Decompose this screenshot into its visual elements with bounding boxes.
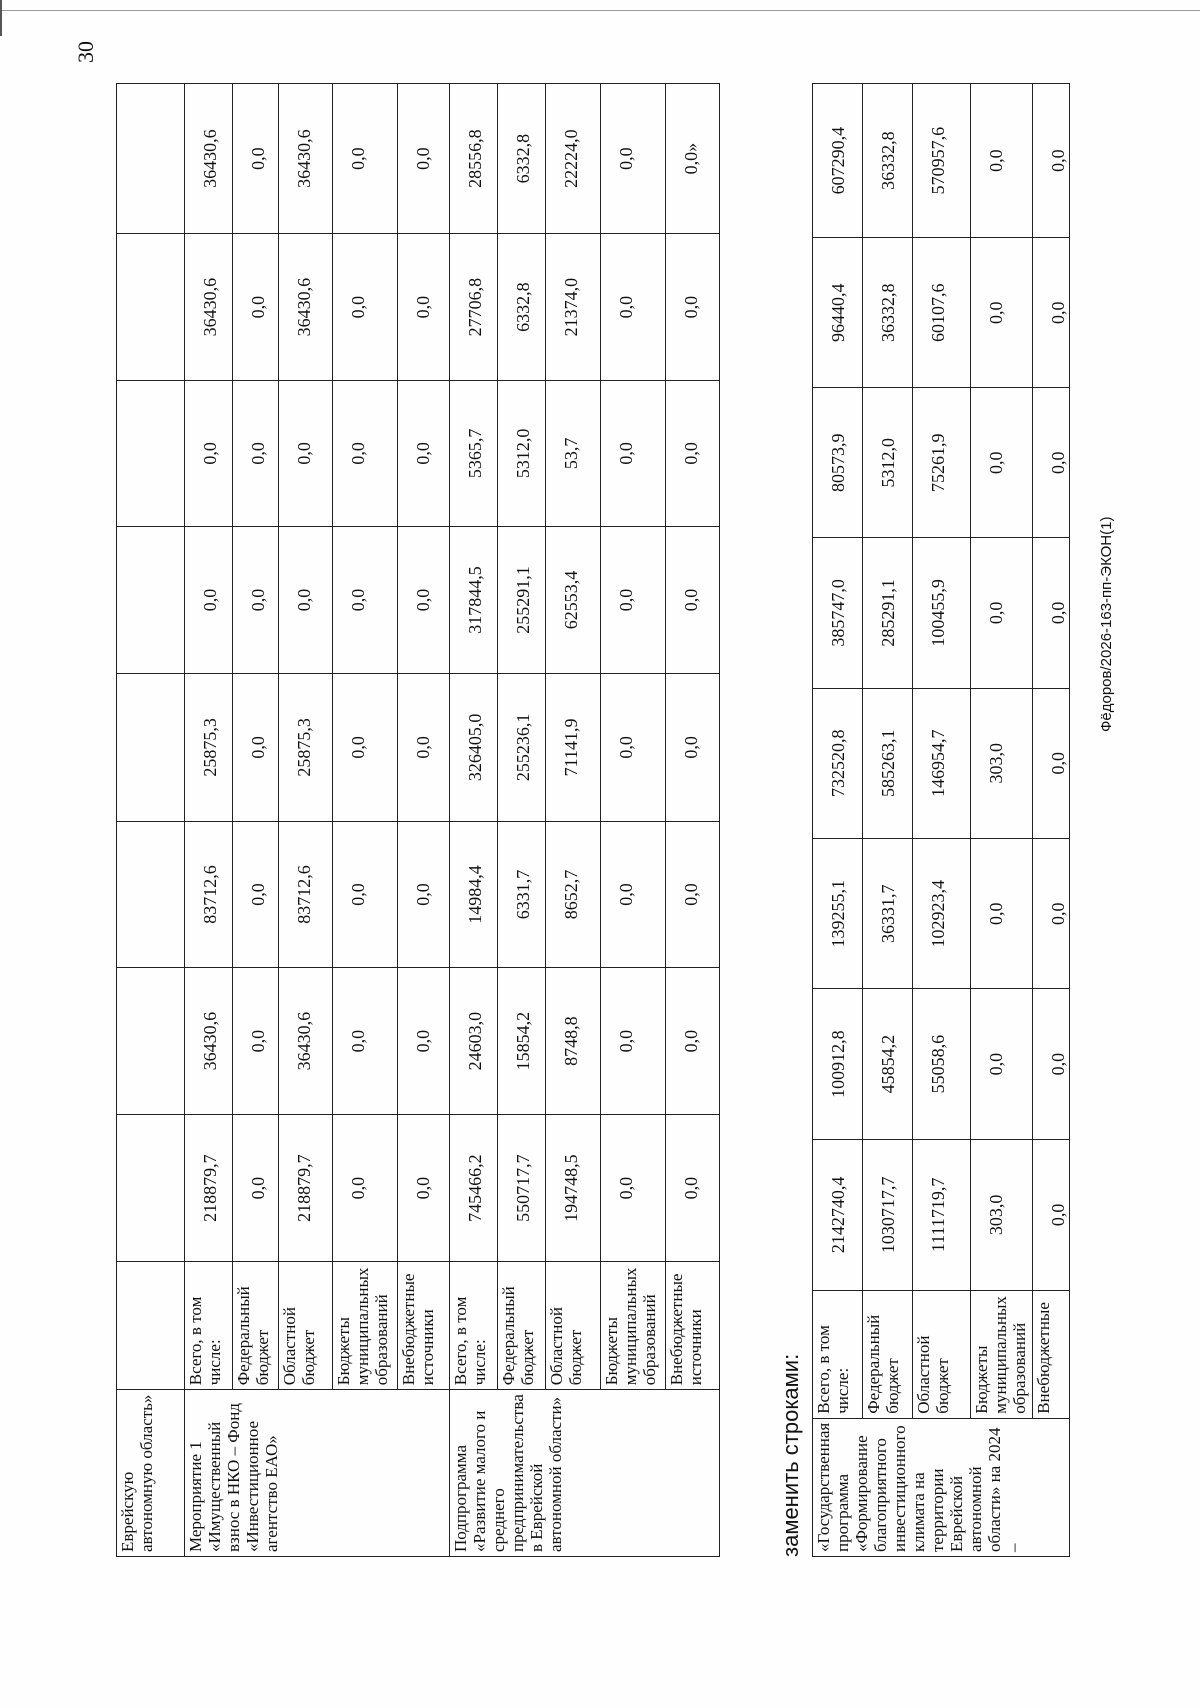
value-cell: 15854,2: [498, 968, 546, 1115]
funding-source-cell: Всего, в том числе:: [185, 1262, 233, 1390]
value-cell: 255291,1: [498, 526, 546, 673]
funding-source-cell: Бюджеты муниципальных образований: [601, 1262, 666, 1390]
value-cell: 36430,6: [279, 84, 333, 234]
value-cell: 55058,6: [913, 989, 971, 1139]
value-cell: 326405,0: [450, 674, 498, 821]
value-cell: 0,0: [971, 839, 1033, 989]
value-cell: 75261,9: [913, 388, 971, 538]
value-cell: 0,0: [333, 821, 398, 968]
value-cell: 62553,4: [546, 526, 601, 673]
row-title-cell: «Государственная программа «Формирование благоприятного инвестиционного климата на территории Еврейской автономной области» на 2024 –: [813, 1418, 1070, 1556]
value-cell: 36332,8: [863, 84, 913, 238]
value-cell: 0,0: [1033, 688, 1070, 838]
value-cell: 27706,8: [450, 234, 498, 381]
value-cell: [117, 674, 185, 821]
table-row: [450, 84, 498, 1557]
value-cell: 0,0: [279, 526, 333, 673]
row-title-cell: Еврейскую автономную область»: [117, 1390, 185, 1557]
value-cell: 745466,2: [450, 1114, 498, 1261]
value-cell: 0,0: [971, 84, 1033, 238]
value-cell: 732520,8: [813, 688, 863, 838]
funding-source-cell: Внебюджетные источники: [666, 1262, 720, 1390]
value-cell: 0,0: [233, 1114, 279, 1261]
value-cell: 0,0: [333, 526, 398, 673]
value-cell: 0,0: [666, 1114, 720, 1261]
value-cell: 0,0: [279, 380, 333, 526]
value-cell: 0,0: [233, 526, 279, 673]
value-cell: 0,0: [398, 234, 450, 381]
value-cell: 0,0: [333, 968, 398, 1115]
value-cell: 0,0: [233, 234, 279, 381]
table-row: [813, 84, 863, 1557]
table-row: [971, 84, 1033, 1557]
value-cell: 0,0: [333, 380, 398, 526]
value-cell: 0,0: [601, 380, 666, 526]
value-cell: 0,0: [666, 821, 720, 968]
value-cell: 24603,0: [450, 968, 498, 1115]
value-cell: 96440,4: [813, 238, 863, 388]
value-cell: 0,0: [398, 1114, 450, 1261]
funding-source-cell: Областной бюджет: [913, 1290, 971, 1418]
value-cell: 2142740,4: [813, 1139, 863, 1290]
value-cell: 1030717,7: [863, 1139, 913, 1290]
table-row: [601, 84, 666, 1557]
value-cell: 0,0: [398, 84, 450, 234]
scan-edge-mark: [0, 0, 2, 36]
value-cell: 36430,6: [185, 234, 233, 381]
table-row: [117, 84, 185, 1557]
value-cell: 6332,8: [498, 234, 546, 381]
rotated-content: [116, 83, 1096, 1557]
value-cell: 0,0: [601, 526, 666, 673]
funding-source-cell: Областной бюджет: [546, 1262, 601, 1390]
value-cell: 0,0: [601, 674, 666, 821]
value-cell: [117, 234, 185, 381]
value-cell: 0,0: [601, 821, 666, 968]
value-cell: 45854,2: [863, 989, 913, 1139]
value-cell: 0,0: [333, 1114, 398, 1261]
value-cell: 0,0: [666, 968, 720, 1115]
value-cell: 0,0: [971, 538, 1033, 688]
value-cell: 0,0: [1033, 388, 1070, 538]
value-cell: 1111719,7: [913, 1139, 971, 1290]
funding-source-cell: Федеральный бюджет: [498, 1262, 546, 1390]
value-cell: 194748,5: [546, 1114, 601, 1261]
value-cell: 0,0: [666, 674, 720, 821]
value-cell: 36430,6: [185, 84, 233, 234]
table-row: [333, 84, 398, 1557]
value-cell: 36332,8: [863, 238, 913, 388]
table-row: [233, 84, 279, 1557]
value-cell: 607290,4: [813, 84, 863, 238]
value-cell: 36430,6: [279, 968, 333, 1115]
value-cell: 0,0: [971, 989, 1033, 1139]
value-cell: 36430,6: [185, 968, 233, 1115]
value-cell: 303,0: [971, 688, 1033, 838]
value-cell: 60107,6: [913, 238, 971, 388]
scan-edge-line: [0, 10, 1200, 11]
value-cell: 317844,5: [450, 526, 498, 673]
value-cell: 0,0: [333, 674, 398, 821]
table-row: [185, 84, 233, 1557]
value-cell: 0,0: [601, 234, 666, 381]
value-cell: 0,0: [333, 234, 398, 381]
funding-source-cell: Федеральный бюджет: [233, 1262, 279, 1390]
value-cell: 0,0: [398, 526, 450, 673]
value-cell: 0,0: [1033, 1139, 1070, 1290]
value-cell: 22224,0: [546, 84, 601, 234]
value-cell: 0,0: [233, 821, 279, 968]
value-cell: 102923,4: [913, 839, 971, 989]
value-cell: 0,0: [398, 380, 450, 526]
value-cell: 100912,8: [813, 989, 863, 1139]
value-cell: 0,0: [398, 674, 450, 821]
value-cell: 0,0: [971, 238, 1033, 388]
value-cell: [117, 821, 185, 968]
value-cell: 8652,7: [546, 821, 601, 968]
funding-source-cell: Бюджеты муниципальных образований: [971, 1290, 1033, 1418]
value-cell: 139255,1: [813, 839, 863, 989]
value-cell: 0,0: [185, 380, 233, 526]
value-cell: 14984,4: [450, 821, 498, 968]
value-cell: 0,0: [601, 1114, 666, 1261]
value-cell: 146954,7: [913, 688, 971, 838]
table-row: [398, 84, 450, 1557]
value-cell: 0,0: [185, 526, 233, 673]
value-cell: 0,0: [1033, 839, 1070, 989]
value-cell: 385747,0: [813, 538, 863, 688]
table-row: [1033, 84, 1070, 1557]
table-row: [863, 84, 913, 1557]
value-cell: 0,0: [233, 380, 279, 526]
value-cell: 0,0»: [666, 84, 720, 234]
value-cell: 25875,3: [185, 674, 233, 821]
replace-instruction: заменить строками:: [778, 1353, 803, 1557]
table-row: [546, 84, 601, 1557]
budget-table-new: [812, 83, 1070, 1557]
value-cell: 0,0: [1033, 538, 1070, 688]
table-row: [279, 84, 333, 1557]
value-cell: 218879,7: [185, 1114, 233, 1261]
value-cell: 0,0: [971, 388, 1033, 538]
row-title-cell: Мероприятие 1 «Имущественный взнос в НКО – Фонд «Инвестиционное агентство ЕАО»: [185, 1390, 450, 1557]
value-cell: 5312,0: [863, 388, 913, 538]
funding-source-cell: Областной бюджет: [279, 1262, 333, 1390]
value-cell: 0,0: [333, 84, 398, 234]
value-cell: 218879,7: [279, 1114, 333, 1261]
value-cell: 21374,0: [546, 234, 601, 381]
value-cell: 255236,1: [498, 674, 546, 821]
value-cell: 0,0: [601, 84, 666, 234]
value-cell: 83712,6: [279, 821, 333, 968]
value-cell: 100455,9: [913, 538, 971, 688]
funding-source-cell: [117, 1262, 185, 1390]
value-cell: 550717,7: [498, 1114, 546, 1261]
funding-source-cell: Бюджеты муниципальных образований: [333, 1262, 398, 1390]
value-cell: 36331,7: [863, 839, 913, 989]
value-cell: 0,0: [1033, 989, 1070, 1139]
value-cell: 0,0: [233, 674, 279, 821]
value-cell: [117, 526, 185, 673]
table-row: [498, 84, 546, 1557]
value-cell: [117, 968, 185, 1115]
row-title-cell: Подпрограмма «Развитие малого и среднего предпринимательства в Еврейской автономной области»: [450, 1390, 720, 1557]
value-cell: 585263,1: [863, 688, 913, 838]
funding-source-cell: Всего, в том числе:: [813, 1290, 863, 1418]
footer-code: Фёдоров/2026-163-пп-ЭКОН(1): [1098, 516, 1115, 732]
value-cell: 0,0: [233, 84, 279, 234]
table-row: [666, 84, 720, 1557]
value-cell: 5365,7: [450, 380, 498, 526]
value-cell: 0,0: [233, 968, 279, 1115]
value-cell: 285291,1: [863, 538, 913, 688]
value-cell: 0,0: [1033, 238, 1070, 388]
value-cell: 8748,8: [546, 968, 601, 1115]
value-cell: 0,0: [398, 968, 450, 1115]
value-cell: 36430,6: [279, 234, 333, 381]
value-cell: 5312,0: [498, 380, 546, 526]
value-cell: 83712,6: [185, 821, 233, 968]
value-cell: 6331,7: [498, 821, 546, 968]
value-cell: 28556,8: [450, 84, 498, 234]
funding-source-cell: Внебюджетные: [1033, 1290, 1070, 1418]
table-row: [913, 84, 971, 1557]
value-cell: 303,0: [971, 1139, 1033, 1290]
value-cell: 53,7: [546, 380, 601, 526]
value-cell: 0,0: [601, 968, 666, 1115]
value-cell: 570957,6: [913, 84, 971, 238]
funding-source-cell: Всего, в том числе:: [450, 1262, 498, 1390]
value-cell: 0,0: [666, 380, 720, 526]
value-cell: 0,0: [666, 234, 720, 381]
funding-source-cell: Внебюджетные источники: [398, 1262, 450, 1390]
funding-source-cell: Федеральный бюджет: [863, 1290, 913, 1418]
value-cell: 80573,9: [813, 388, 863, 538]
value-cell: 71141,9: [546, 674, 601, 821]
budget-table-old: [116, 83, 720, 1557]
value-cell: 0,0: [666, 526, 720, 673]
value-cell: 6332,8: [498, 84, 546, 234]
value-cell: [117, 84, 185, 234]
value-cell: 25875,3: [279, 674, 333, 821]
value-cell: [117, 380, 185, 526]
value-cell: 0,0: [1033, 84, 1070, 238]
value-cell: [117, 1114, 185, 1261]
value-cell: 0,0: [398, 821, 450, 968]
page-number: 30: [73, 41, 98, 63]
